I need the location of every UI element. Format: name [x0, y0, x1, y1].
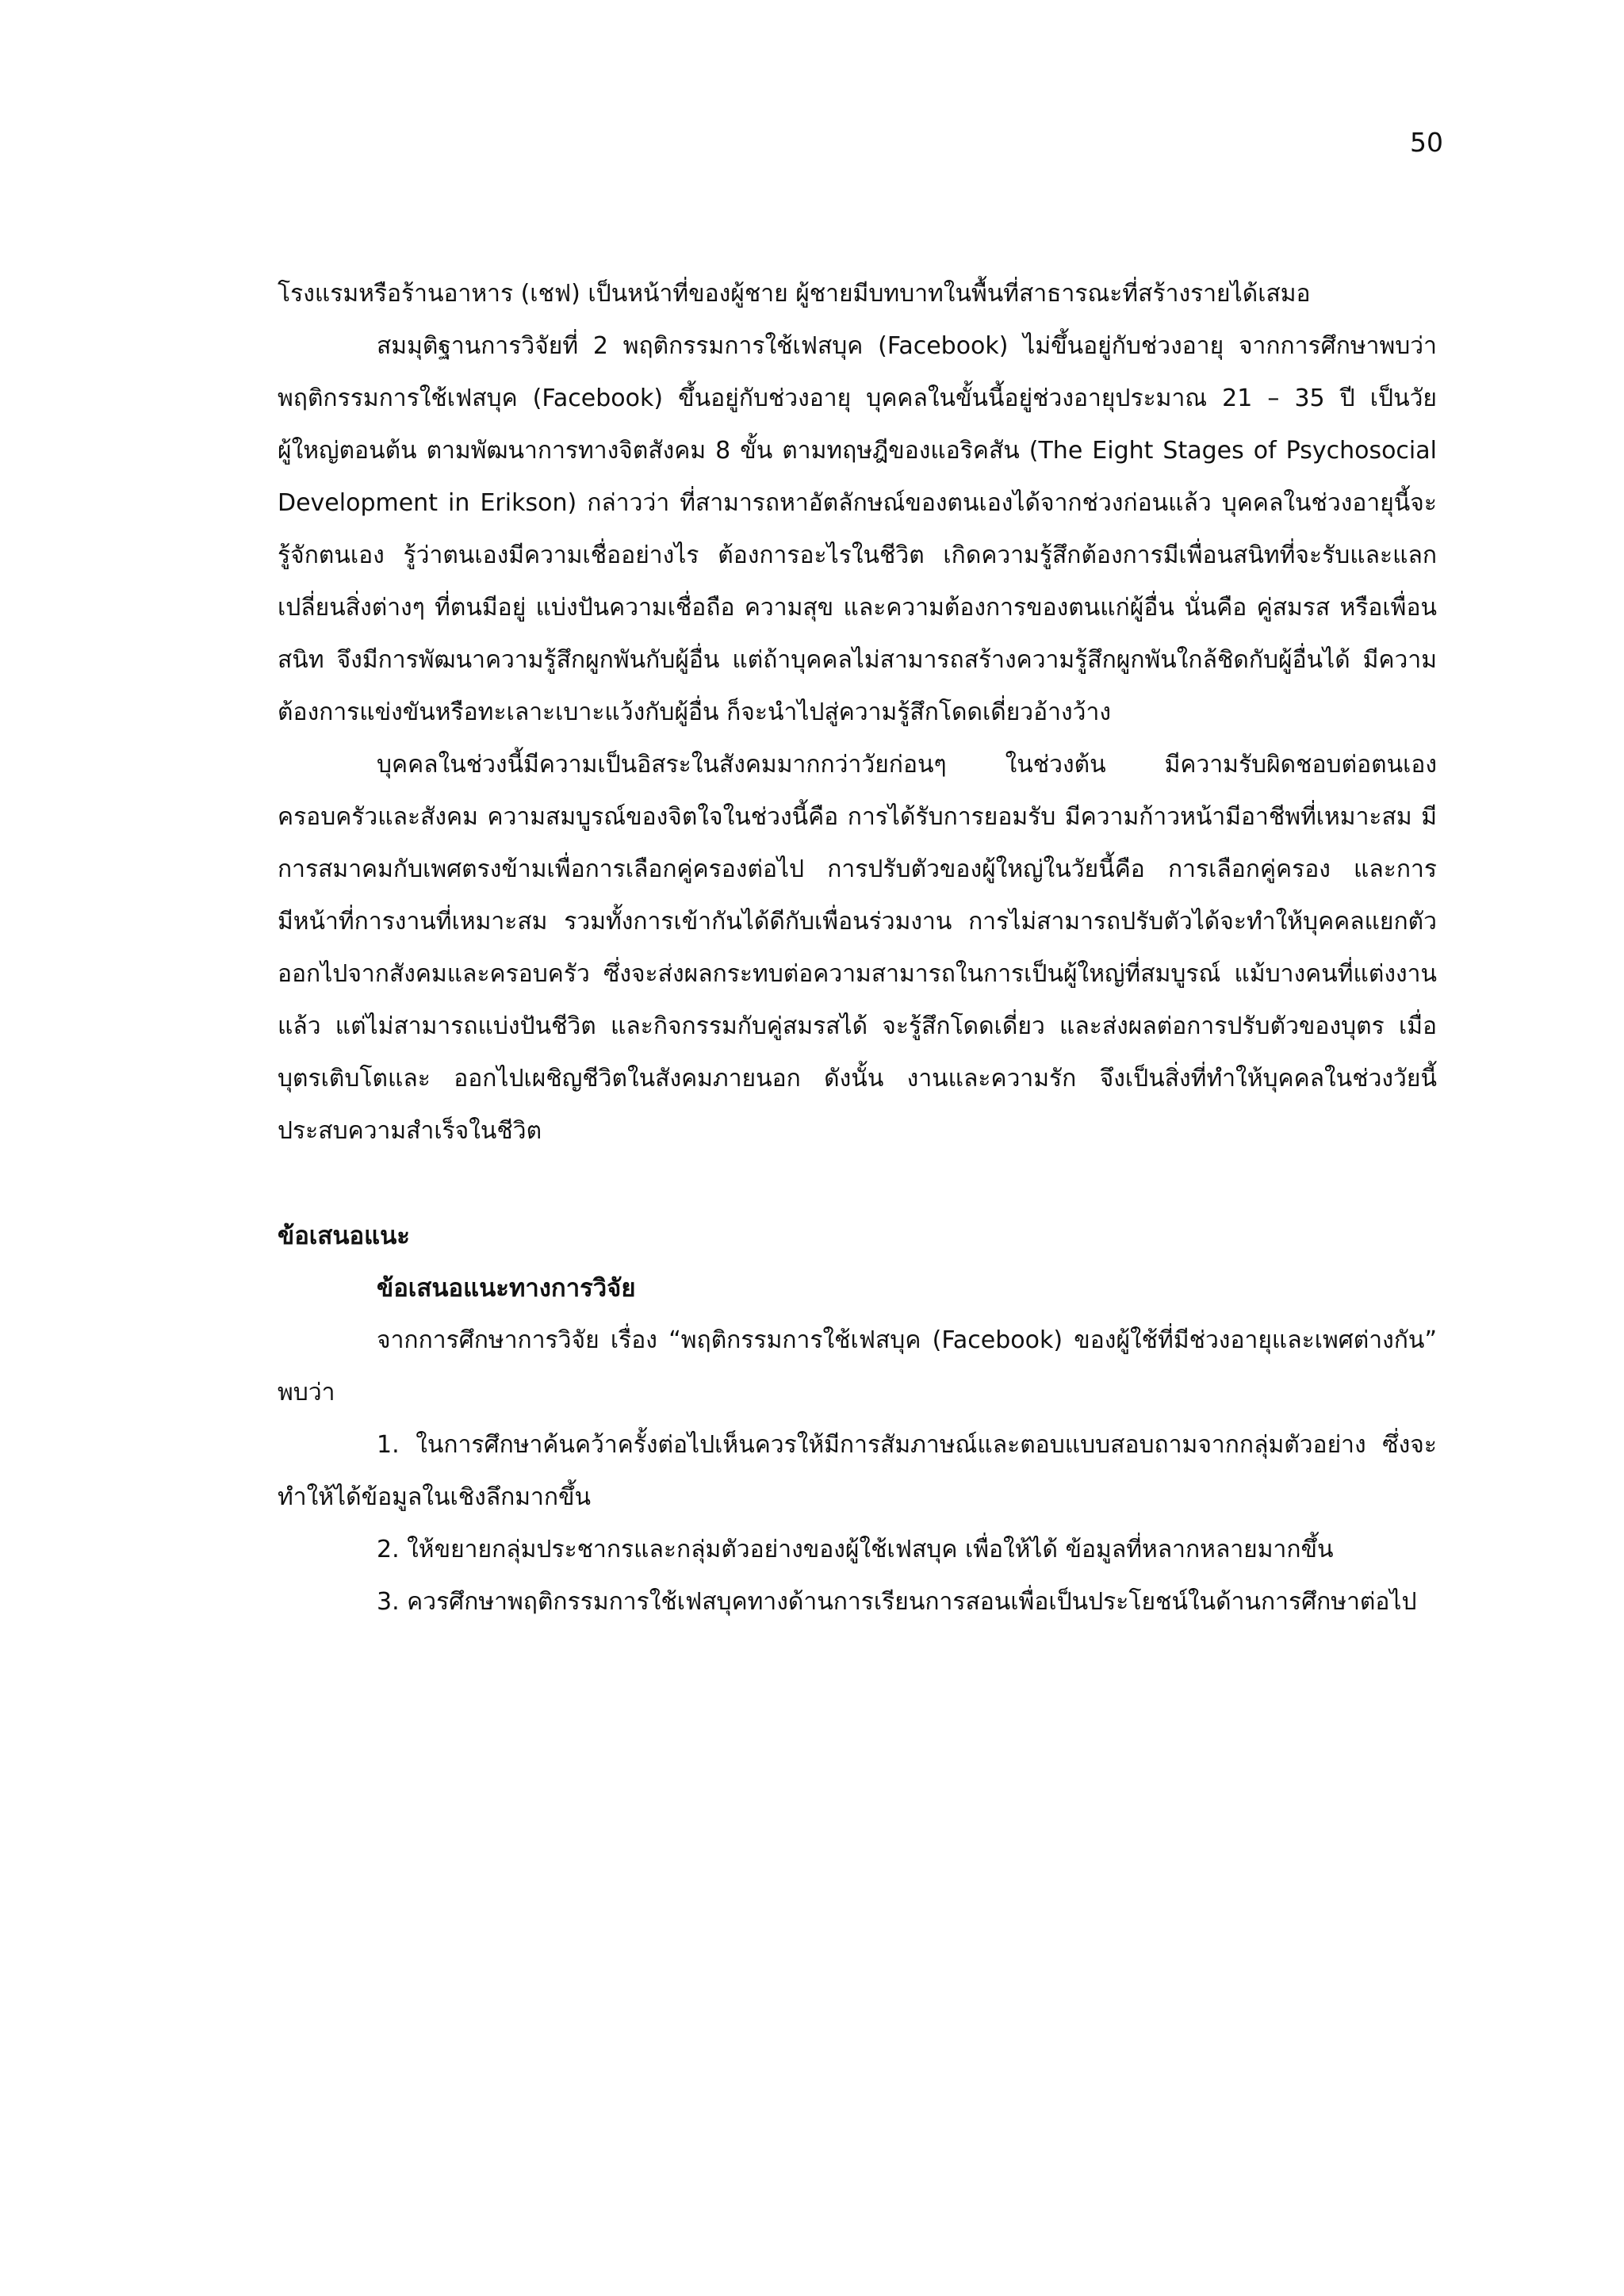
page-number: 50 [1410, 127, 1443, 158]
paragraph-hypothesis-2: สมมุติฐานการวิจัยที่ 2 พฤติกรรมการใช้เฟสบุค (Facebook) ไม่ขึ้นอยู่กับช่วงอายุ จากการศึกษาพบว่า พฤติกรรมการใช้เฟสบุค (Facebook) ขึ้นอยู่กับช่วงอายุ บุคคลในขั้นนี้อยู่ช่วงอายุประมาณ 21 – 35 ปี เป็นวัยผู้ใหญ่ตอนต้น ตามพัฒนาการทางจิตสังคม 8 ขั้น ตามทฤษฎีของแอริคสัน (The Eight Stages of Psychosocial Development in Erikson) กล่าวว่า ที่สามารถหาอัตลักษณ์ของตนเองได้จากช่วงก่อนแล้ว บุคคลในช่วงอายุนี้จะรู้จักตนเอง รู้ว่าตนเองมีความเชื่ออย่างไร ต้องการอะไรในชีวิต เกิดความรู้สึกต้องการมีเพื่อนสนิทที่จะรับและแลกเปลี่ยนสิ่งต่างๆ ที่ตนมีอยู่ แบ่งปันความเชื่อถือ ความสุข และความต้องการของตนแก่ผู้อื่น นั่นคือ คู่สมรส หรือเพื่อนสนิท จึงมีการพัฒนาความรู้สึกผูกพันกับผู้อื่น แต่ถ้าบุคคลไม่สามารถสร้างความรู้สึกผูกพันใกล้ชิดกับผู้อื่นได้ มีความต้องการแข่งขันหรือทะเลาะเบาะแว้งกับผู้อื่น ก็จะนำไปสู่ความรู้สึกโดดเดี่ยวอ้างว้าง [278, 332, 1437, 726]
recommendation-item-1: 1. ในการศึกษาค้นคว้าครั้งต่อไปเห็นควรให้มีการสัมภาษณ์และตอบแบบสอบถามจากกลุ่มตัวอย่าง ซึ่งจะทำให้ได้ข้อมูลในเชิงลึกมากขึ้น [278, 1431, 1437, 1511]
body-text [278, 268, 1437, 1628]
recommendation-item-3: 3. ควรศึกษาพฤติกรรมการใช้เฟสบุคทางด้านการเรียนการสอนเพื่อเป็นประโยชน์ในด้านการศึกษาต่อไป [377, 1588, 1417, 1616]
recommendations-intro: จากการศึกษาการวิจัย เรื่อง “พฤติกรรมการใช้เฟสบุค (Facebook) ของผู้ใช้ที่มีช่วงอายุและเพศต่างกัน” พบว่า [278, 1326, 1437, 1406]
recommendation-item-2: 2. ให้ขยายกลุ่มประชากรและกลุ่มตัวอย่างของผู้ใช้เฟสบุค เพื่อให้ได้ ข้อมูลที่หลากหลายมากขึ้น [377, 1536, 1334, 1563]
paragraph-continuation: โรงแรมหรือร้านอาหาร (เชฟ) เป็นหน้าที่ของผู้ชาย ผู้ชายมีบทบาทในพื้นที่สาธารณะที่สร้างรายได้เสมอ [278, 280, 1311, 308]
subsection-heading: ข้อเสนอแนะทางการวิจัย [377, 1274, 636, 1303]
paragraph-adulthood: บุคคลในช่วงนี้มีความเป็นอิสระในสังคมมากกว่าวัยก่อนๆ ในช่วงต้น มีความรับผิดชอบต่อตนเอง ครอบครัวและสังคม ความสมบูรณ์ของจิตใจในช่วงนี้คือ การได้รับการยอมรับ มีความก้าวหน้ามีอาชีพที่เหมาะสม มีการสมาคมกับเพศตรงข้ามเพื่อการเลือกคู่ครองต่อไป การปรับตัวของผู้ใหญ่ในวัยนี้คือ การเลือกคู่ครอง และการมีหน้าที่การงานที่เหมาะสม รวมทั้งการเข้ากันได้ดีกับเพื่อนร่วมงาน การไม่สามารถปรับตัวได้จะทำให้บุคคลแยกตัวออกไปจากสังคมและครอบครัว ซึ่งจะส่งผลกระทบต่อความสามารถในการเป็นผู้ใหญ่ที่สมบูรณ์ แม้บางคนที่แต่งงานแล้ว แต่ไม่สามารถแบ่งปันชีวิต และกิจกรรมกับคู่สมรสได้ จะรู้สึกโดดเดี่ยว และส่งผลต่อการปรับตัวของบุตร เมื่อบุตรเติบโตและ ออกไปเผชิญชีวิตในสังคมภายนอก ดังนั้น งานและความรัก จึงเป็นสิ่งที่ทำให้บุคคลในช่วงวัยนี้ประสบความสำเร็จในชีวิต [278, 751, 1437, 1145]
section-heading: ข้อเสนอแนะ [278, 1222, 410, 1250]
